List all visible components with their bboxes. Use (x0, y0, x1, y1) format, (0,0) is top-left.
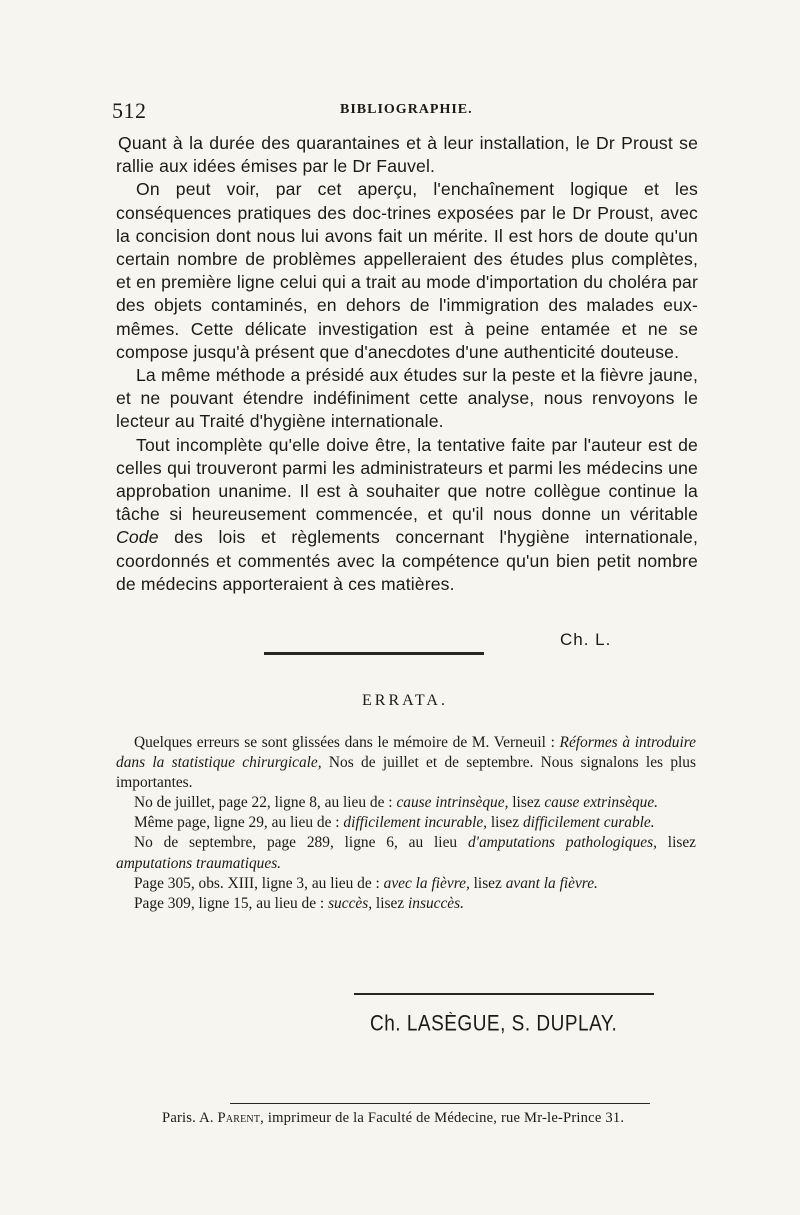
errata-line-4-read: lisez (469, 874, 506, 892)
errata-line-5-correct: insuccès. (407, 894, 464, 912)
errata-intro (116, 733, 696, 793)
imprint-address: imprimeur de la Faculté de Médecine, rue Mr-le-Prince 31. (264, 1110, 625, 1126)
paragraph-4-part-a: Tout incomplète qu'elle doive être, la tentative faite par l'auteur est de celles qui trouveront parmi les administrateurs et parmi les médecins une approbation unanime. Il est à souhaiter que notre collègue continue la tâche si heureusement commencée, et qu'il nous donne un véritable (116, 434, 698, 525)
errata-line-2-read: lisez (487, 814, 523, 832)
errata-line-5-read: lisez (372, 894, 408, 912)
errata-line-3-ref: No de septembre, page 289, ligne 6, au lieu (134, 834, 468, 852)
errata-intro-text: Quelques erreurs se sont glissées dans le mémoire de M. Verneuil : (134, 734, 560, 751)
code-italic: Code (116, 527, 159, 548)
page-header (112, 98, 697, 128)
errata-line-1-wrong: cause intrinsèque, (396, 794, 509, 812)
errata-line-5 (116, 894, 696, 914)
paragraph-2: On peut voir, par cet aperçu, l'enchaînement logique et les conséquences pratiques des doc-trines exposées par le Dr Proust, avec la concision dont nous lui avons fait un mérite. Il est hors de doute qu'un certain nombre de problèmes appelleraient des études plus complètes, et en première ligne celui qui a trait au mode d'importation du choléra par des objets contaminés, en dehors de l'immigration des malades eux-mêmes. Cette délicate investigation est à peine entamée et ne se compose jusqu'à présent que d'anecdotes d'une authenticité douteuse. (116, 179, 698, 362)
errata-line-1-read: lisez (508, 794, 545, 812)
paragraph-4-part-b: des lois et règlements concernant l'hygiène internationale, coordonnés et commentés avec la compétence qu'un bien petit nombre de médecins apporteraient à ces matières. (116, 527, 698, 594)
errata-line-5-ref: Page 309, ligne 15, au lieu de : (134, 894, 329, 912)
imprint-printer-name: Parent, (217, 1110, 265, 1126)
errata-line-3-wrong: d'amputations pathologiques, (467, 834, 657, 852)
errata-line-3-correct: amputations traumatiques. (116, 854, 282, 872)
errata-line-1-ref: No de juillet, page 22, ligne 8, au lieu de : (134, 794, 397, 812)
errata-line-4 (116, 874, 696, 894)
section-divider (264, 652, 484, 655)
imprint-city: Paris. A. (162, 1110, 218, 1126)
errata-line-2-correct: difficilement curable. (522, 814, 655, 832)
imprint-divider (230, 1103, 650, 1104)
errata-line-4-correct: avant la fièvre. (505, 874, 598, 892)
errata-line-2-ref: Même page, ligne 29, au lieu de : (134, 814, 344, 832)
closing-divider (354, 993, 654, 995)
errata-title: ERRATA. (362, 692, 448, 709)
errata-line-1-correct: cause extrinsèque. (544, 794, 659, 812)
errata-intro-title: Réformes à introduire dans la statistique chirurgicale, (116, 734, 697, 772)
running-head: BIBLIOGRAPHIE. (340, 102, 473, 117)
editors-signature: Ch. LASÈGUE, S. DUPLAY. (370, 1012, 618, 1037)
errata-line-3 (116, 833, 696, 873)
errata-line-3-read: lisez (656, 834, 697, 852)
paragraph-4 (116, 434, 698, 596)
errata-line-1 (116, 793, 696, 813)
errata-line-4-ref: Page 305, obs. XIII, ligne 3, au lieu de : (134, 874, 384, 892)
page-number: 512 (112, 98, 147, 123)
paragraph-3: La même méthode a présidé aux études sur la peste et la fièvre jaune, et ne pouvant étendre indéfiniment cette analyse, nous renvoyons le lecteur au Traité d'hygiène internationale. (116, 365, 698, 432)
errata-body (116, 733, 696, 914)
errata-line-4-wrong: avec la fièvre, (383, 874, 470, 892)
errata-intro-text-end: Nos de juillet et de septembre. Nous signalons les plus importantes. (116, 754, 696, 792)
errata-line-2 (116, 813, 696, 833)
printer-imprint (162, 1110, 624, 1127)
paragraph-1: Quant à la durée des quarantaines et à leur installation, le Dr Proust se rallie aux idées émises par le Dr Fauvel. (116, 133, 698, 177)
errata-line-2-wrong: difficilement incurable, (343, 814, 488, 832)
review-body (116, 132, 698, 596)
review-signature: Ch. L. (560, 630, 612, 649)
errata-line-5-wrong: succès, (328, 894, 373, 912)
